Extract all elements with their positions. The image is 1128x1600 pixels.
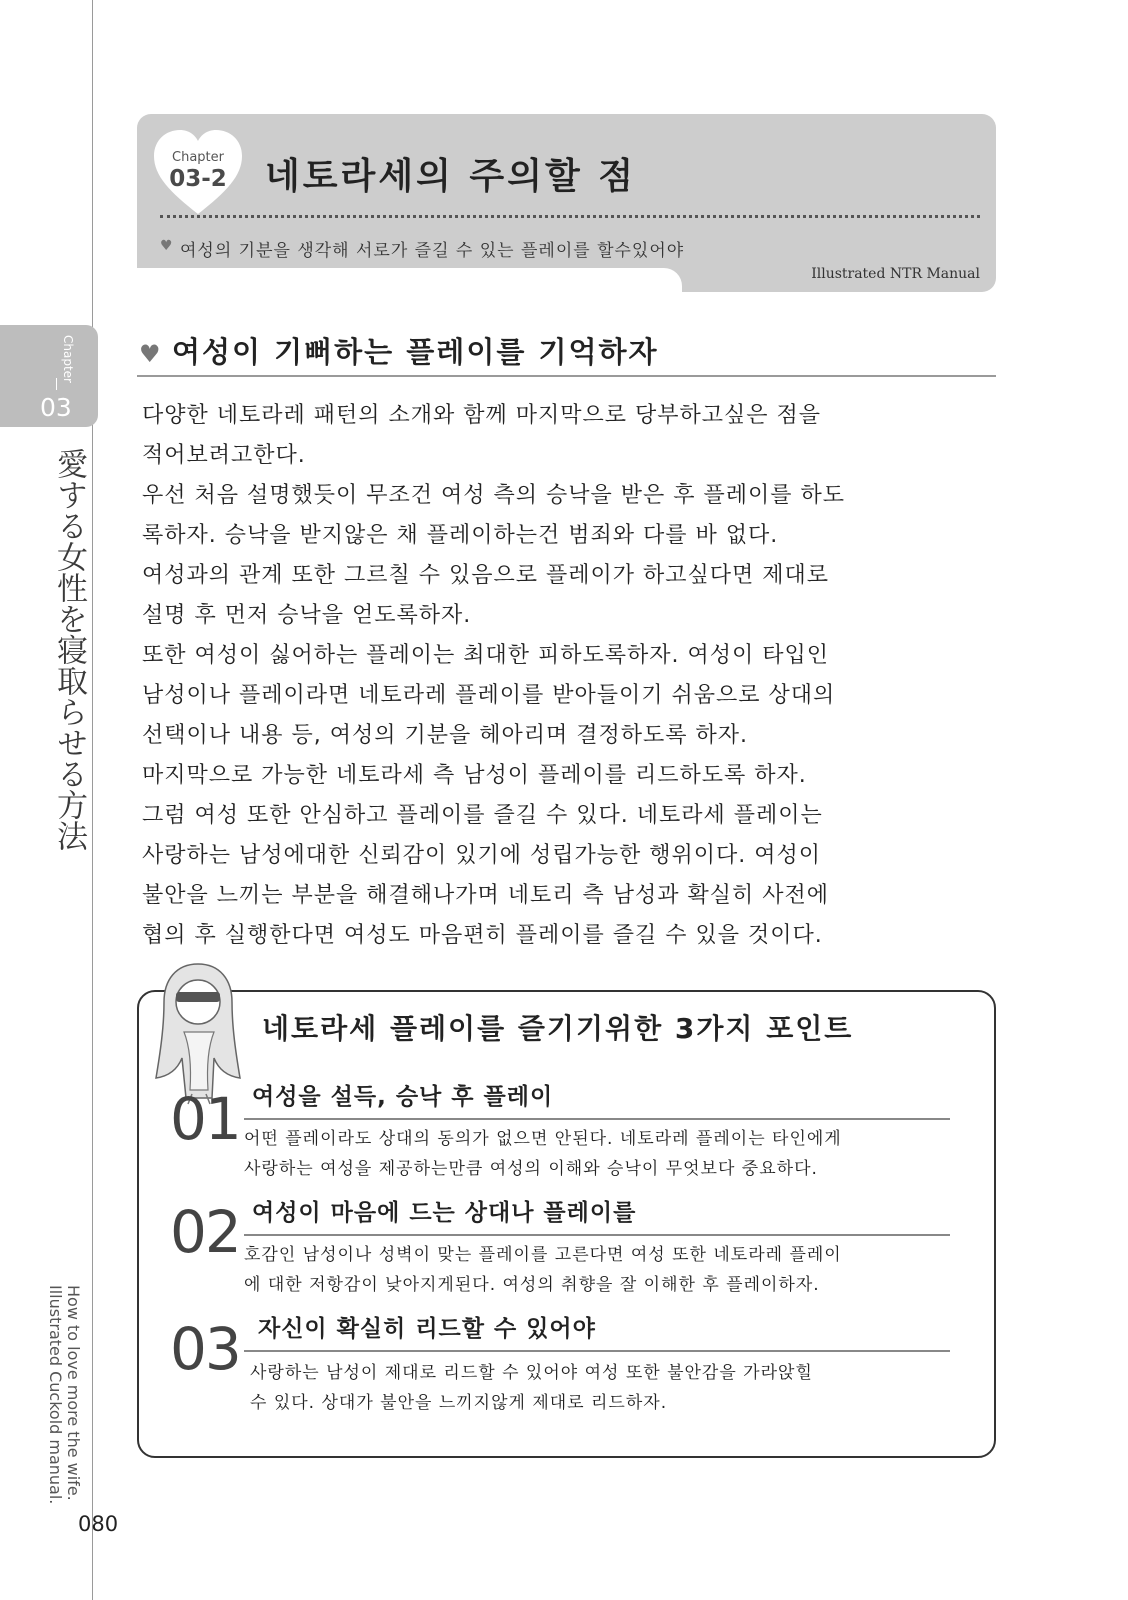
dotted-divider bbox=[160, 215, 980, 218]
body-line: 불안을 느끼는 부분을 해결해나가며 네토리 측 남성과 확실히 사전에 bbox=[142, 883, 830, 908]
section-heart-icon: ♥ bbox=[139, 340, 161, 368]
body-line: 그럼 여성 또한 안심하고 플레이를 즐길 수 있다. 네토라세 플레이는 bbox=[142, 803, 823, 828]
badge-chapter-label: Chapter bbox=[172, 150, 224, 165]
book-credit: Illustrated NTR Manual bbox=[811, 266, 980, 282]
sidebar-english-title bbox=[46, 1285, 82, 1504]
point-rule bbox=[244, 1234, 950, 1236]
point-text-line: 수 있다. 상대가 불안을 느끼지않게 제대로 리드하자. bbox=[250, 1393, 668, 1413]
point-number: 03 bbox=[170, 1315, 240, 1383]
badge-chapter-number: 03-2 bbox=[169, 166, 227, 192]
body-line: 선택이나 내용 등, 여성의 기분을 헤아리며 결정하도록 하자. bbox=[142, 723, 748, 748]
point-number: 01 bbox=[170, 1085, 240, 1153]
point-text-line: 사랑하는 남성이 제대로 리드할 수 있어야 여성 또한 불안감을 가라앉힐 bbox=[250, 1363, 813, 1383]
sidebar-chapter-number: 03 bbox=[40, 393, 72, 422]
point-rule bbox=[244, 1350, 950, 1352]
section-title: 여성이 기뻐하는 플레이를 기억하자 bbox=[172, 335, 659, 369]
point-text-line: 어떤 플레이라도 상대의 동의가 없으면 안된다. 네토라레 플레이는 타인에게 bbox=[244, 1129, 842, 1149]
point-title: 여성이 마음에 드는 상대나 플레이를 bbox=[252, 1200, 637, 1226]
point-text-line: 사랑하는 여성을 제공하는만큼 여성의 이해와 승낙이 무엇보다 중요하다. bbox=[244, 1159, 818, 1179]
sidebar-english-line1: How to love more the wife. bbox=[64, 1285, 83, 1501]
sidebar-chapter-label: Chapter bbox=[61, 335, 75, 383]
body-line: 또한 여성이 싫어하는 플레이는 최대한 피하도록하자. 여성이 타입인 bbox=[142, 643, 830, 668]
body-line: 여성과의 관계 또한 그르칠 수 있음으로 플레이가 하고싶다면 제대로 bbox=[142, 563, 830, 588]
page-subtitle: 여성의 기분을 생각해 서로가 즐길 수 있는 플레이를 할수있어야 bbox=[180, 241, 685, 261]
character-illustration bbox=[152, 958, 244, 1106]
body-line: 사랑하는 남성에대한 신뢰감이 있기에 성립가능한 행위이다. 여성이 bbox=[142, 843, 822, 868]
body-line: 다양한 네토라레 패턴의 소개와 함께 마지막으로 당부하고싶은 점을 bbox=[142, 403, 822, 428]
sidebar-japanese-title: 愛する女性を寝取らせる方法 bbox=[51, 448, 87, 851]
body-line: 마지막으로 가능한 네토라세 측 남성이 플레이를 리드하도록 하자. bbox=[142, 763, 807, 788]
page-number: 080 bbox=[78, 1512, 119, 1536]
body-line: 남성이나 플레이라면 네토라레 플레이를 받아들이기 쉬움으로 상대의 bbox=[142, 683, 836, 708]
subtitle-heart-icon: ♥ bbox=[160, 238, 173, 254]
body-line: 우선 처음 설명했듯이 무조건 여성 측의 승낙을 받은 후 플레이를 하도 bbox=[142, 483, 845, 508]
point-rule bbox=[244, 1118, 950, 1120]
section-rule bbox=[137, 375, 996, 377]
body-line: 설명 후 먼저 승낙을 얻도록하자. bbox=[142, 603, 472, 628]
point-text-line: 호감인 남성이나 성벽이 맞는 플레이를 고른다면 여성 또한 네토라레 플레이 bbox=[244, 1245, 842, 1265]
points-title: 네토라세 플레이를 즐기기위한 3가지 포인트 bbox=[262, 1012, 854, 1045]
point-title: 여성을 설득, 승낙 후 플레이 bbox=[252, 1084, 554, 1110]
body-text bbox=[142, 396, 992, 956]
body-line: 적어보려고한다. bbox=[142, 443, 306, 468]
page-title: 네토라세의 주의할 점 bbox=[265, 156, 637, 197]
body-line: 협의 후 실행한다면 여성도 마음편히 플레이를 즐길 수 있을 것이다. bbox=[142, 923, 823, 948]
point-title: 자신이 확실히 리드할 수 있어야 bbox=[258, 1316, 596, 1342]
header-box-cutout bbox=[137, 268, 682, 296]
point-number: 02 bbox=[170, 1198, 240, 1266]
sidebar-divider-line bbox=[92, 0, 93, 1600]
sidebar-tab-divider bbox=[56, 378, 57, 390]
sidebar-english-line2: Illustrated Cuckold manual. bbox=[46, 1285, 65, 1505]
point-text-line: 에 대한 저항감이 낮아지게된다. 여성의 취향을 잘 이해한 후 플레이하자. bbox=[244, 1275, 820, 1295]
body-line: 록하자. 승낙을 받지않은 채 플레이하는건 범죄와 다를 바 없다. bbox=[142, 523, 779, 548]
